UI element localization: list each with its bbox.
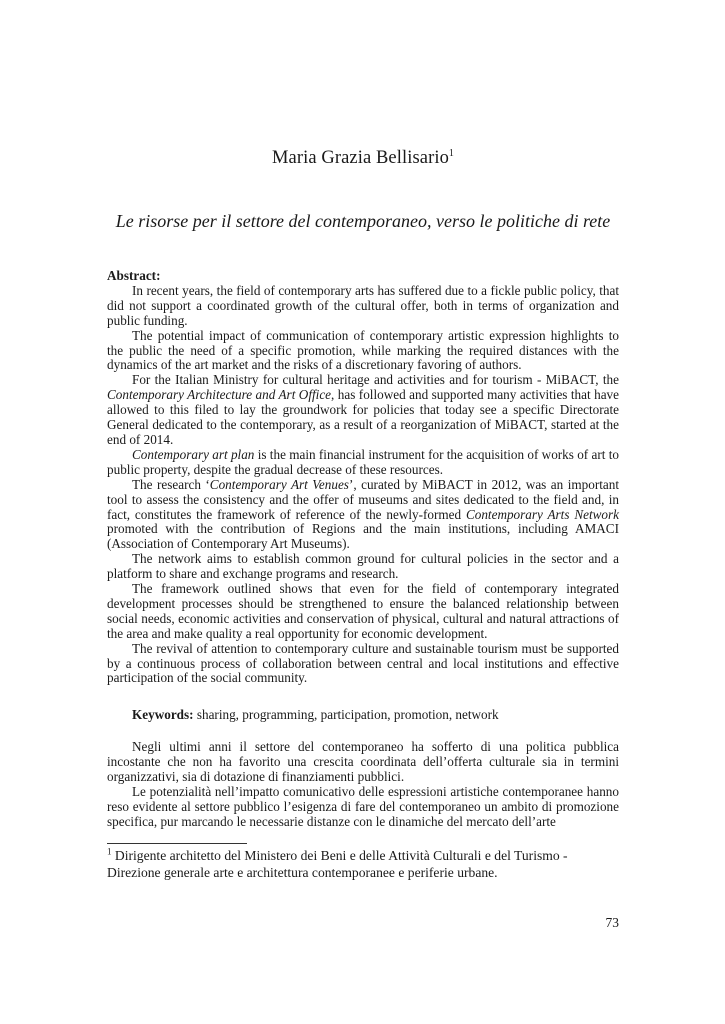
body-paragraph: Negli ultimi anni il settore del contemporaneo ha sofferto di una politica pubblica incostante che non ha favorito una crescita coordinata dell’offerta culturale sia in termini organizzativi, sia di dotazione di finanziamenti pubblici. xyxy=(107,739,619,784)
abstract-italic: Contemporary art plan xyxy=(132,446,255,462)
body-text xyxy=(107,740,619,829)
abstract-text: , has followed and supported many activities that have allowed to this filed to lay the groundwork for policies that today see a specific Directorate General dedicated to the contemporary, as a result of a reorganization of MiBACT, started at the end of 2014. xyxy=(107,387,619,447)
author-footnote-mark: 1 xyxy=(448,147,455,159)
abstract-text: promoted with the contribution of Regions and the main institutions, including AMACI (Association of Contemporary Art Museums). xyxy=(107,521,619,552)
abstract-text: For the Italian Ministry for cultural heritage and activities and for tourism - MiBACT, the xyxy=(132,372,619,388)
abstract-section xyxy=(107,269,619,686)
abstract-text: is the main financial instrument for the acquisition of works of art to public property, despite the gradual decrease of these resources. xyxy=(107,446,619,477)
author-name: Maria Grazia Bellisario xyxy=(271,148,449,168)
abstract-text: ’, curated by MiBACT in 2012, was an important tool to assess the consistency and the offer of museums and sites dedicated to the field and, in fact, constitutes the framework of reference of the newly-formed xyxy=(107,476,619,522)
abstract-italic: Contemporary Architecture and Art Office xyxy=(107,387,332,403)
abstract-paragraph xyxy=(107,478,619,553)
abstract-paragraph: The network aims to establish common ground for cultural policies in the sector and a platform to share and exchange programs and research. xyxy=(107,551,619,582)
footnote-mark: 1 xyxy=(107,846,112,857)
abstract-paragraph: The potential impact of communication of contemporary artistic expression highlights to the public the need of a specific promotion, while marking the required distances with the dynamics of the art market and the risks of a discretionary favoring of authors. xyxy=(107,327,619,373)
abstract-paragraph: In recent years, the field of contemporary arts has suffered due to a fickle public policy, that did not support a coordinated growth of the cultural offer, both in terms of organization and public funding. xyxy=(107,282,619,328)
footnote-rule xyxy=(107,843,247,844)
footnote xyxy=(107,848,619,881)
abstract-paragraph xyxy=(107,448,619,478)
keywords-text: sharing, programming, participation, promotion, network xyxy=(193,707,499,722)
keywords-label: Keywords: xyxy=(132,707,194,722)
page-number: 73 xyxy=(605,915,619,930)
author-line xyxy=(107,148,619,169)
abstract-paragraph xyxy=(107,373,619,448)
abstract-italic: Contemporary Art Venues xyxy=(209,476,349,492)
article-title: Le risorse per il settore del contemporaneo, verso le politiche di rete xyxy=(115,211,611,231)
footnote-text: Dirigente architetto del Ministero dei Beni e delle Attività Culturali e del Turismo - Direzione generale arte e architettura contemporanee e periferie urbane. xyxy=(107,848,568,880)
abstract-paragraph: The revival of attention to contemporary culture and sustainable tourism must be supported by a continuous process of collaboration between central and local institutions and effective participation of the social community. xyxy=(107,640,619,686)
abstract-heading: Abstract: xyxy=(107,268,161,283)
keywords-line xyxy=(132,707,622,722)
abstract-text: The research ‘ xyxy=(132,476,210,492)
body-paragraph: Le potenzialità nell’impatto comunicativo delle espressioni artistiche contemporanee hanno reso evidente al settore pubblico l’esigenza di fare del contemporaneo un ambito di promozione specifica, pur marcando le necessarie distanze con le dinamiche del mercato dell’arte xyxy=(107,783,619,829)
abstract-italic: Contemporary Arts Network xyxy=(465,506,620,522)
abstract-paragraph: The framework outlined shows that even for the field of contemporary integrated development processes should be strengthened to ensure the balanced relationship between social needs, economic activities and conservation of physical, cultural and natural attractions of the area and make quality a real opportunity for economic development. xyxy=(107,581,619,641)
